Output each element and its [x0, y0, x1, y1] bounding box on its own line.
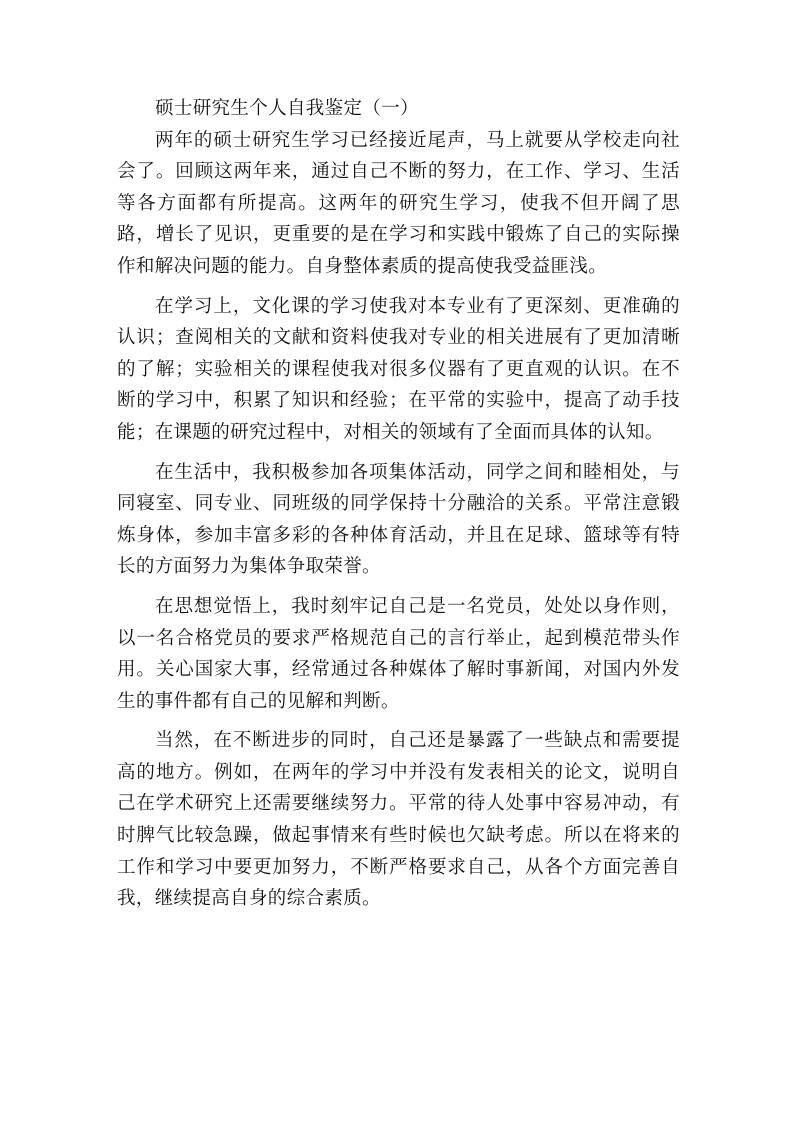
paragraph-5: 当然，在不断进步的同时，自己还是暴露了一些缺点和需要提高的地方。例如，在两年的学习中并没有发表相关的论文，说明自己在学术研究上还需要继续努力。平常的待人处事中容易冲动，有时脾气比较急躁，做起事情来有些时候也欠缺考虑。所以在将来的工作和学习中要更加努力，不断严格要求自己，从各个方面完善自我，继续提高自身的综合素质。: [117, 730, 680, 910]
document-body: [117, 93, 680, 923]
paragraph-3: 在生活中，我积极参加各项集体活动，同学之间和睦相处，与同寝室、同专业、同班级的同学保持十分融洽的关系。平常注意锻炼身体，参加丰富多彩的各种体育活动，并且在足球、篮球等有特长的方面努力为集体争取荣誉。: [117, 461, 680, 578]
paragraph-1: 两年的硕士研究生学习已经接近尾声，马上就要从学校走向社会了。回顾这两年来，通过自己不断的努力，在工作、学习、生活等各方面都有所提高。这两年的研究生学习，使我不但开阔了思路，增长了见识，更重要的是在学习和实践中锻炼了自己的实际操作和解决问题的能力。自身整体素质的提高使我受益匪浅。: [117, 129, 680, 277]
paragraph-4: 在思想觉悟上，我时刻牢记自己是一名党员，处处以身作则，以一名合格党员的要求严格规范自己的言行举止，起到模范带头作用。关心国家大事，经常通过各种媒体了解时事新闻，对国内外发生的事件都有自己的见解和判断。: [117, 595, 680, 712]
paragraph-2: 在学习上，文化课的学习使我对本专业有了更深刻、更准确的认识；查阅相关的文献和资料使我对专业的相关进展有了更加清晰的了解；实验相关的课程使我对很多仪器有了更直观的认识。在不断的学习中，积累了知识和经验；在平常的实验中，提高了动手技能；在课题的研究过程中，对相关的领域有了全面而具体的认知。: [117, 295, 680, 443]
document-title: 硕士研究生个人自我鉴定（一）: [155, 98, 419, 119]
